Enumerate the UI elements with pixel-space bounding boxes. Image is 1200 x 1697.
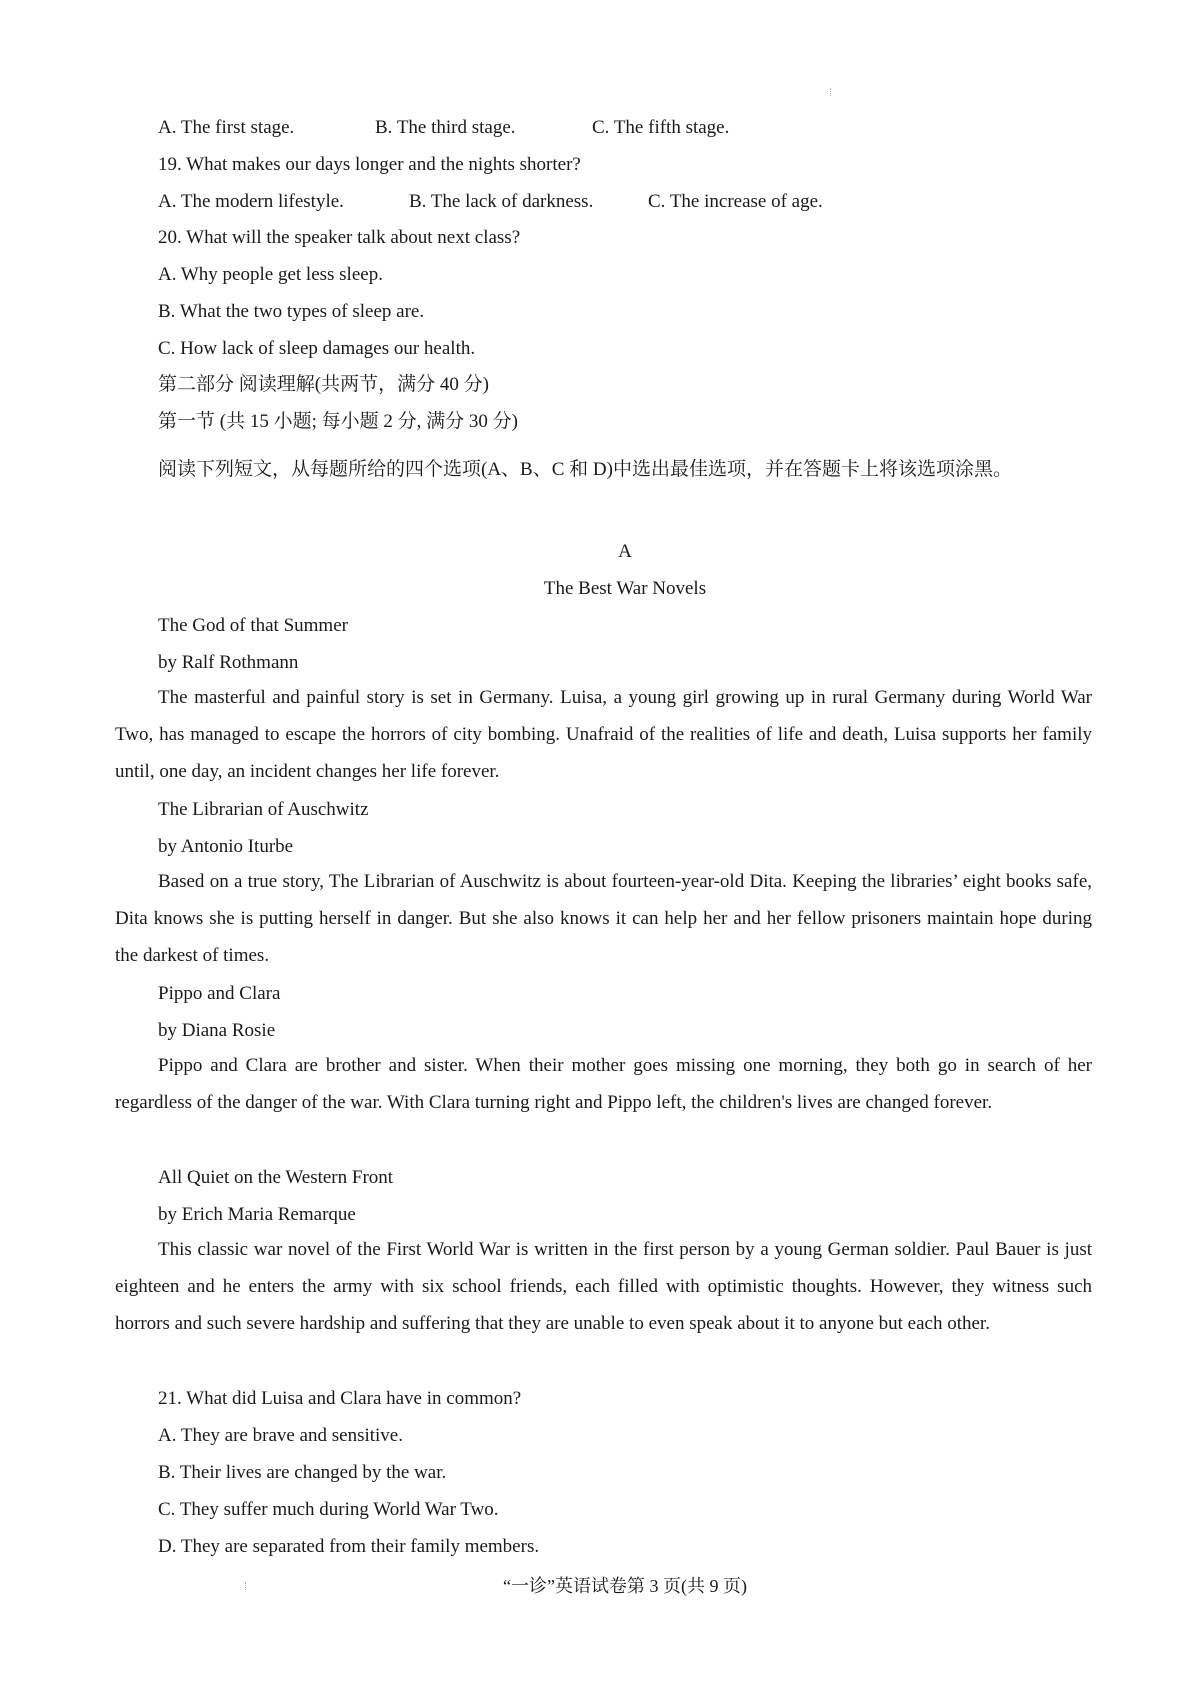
q19-option-c: C. The increase of age.	[648, 191, 823, 212]
page-footer: “一诊”英语试卷第 3 页(共 9 页)	[503, 1576, 747, 1596]
q21-option-c: C. They suffer much during World War Two.	[158, 1499, 499, 1520]
q18-option-c: C. The fifth stage.	[592, 117, 730, 138]
q21-option-a: A. They are brave and sensitive.	[158, 1425, 403, 1446]
book-author: by Erich Maria Remarque	[158, 1204, 356, 1225]
part2-heading: 第二部分 阅读理解(共两节，满分 40 分)	[158, 374, 489, 395]
q19-option-b: B. The lack of darkness.	[409, 191, 594, 212]
q20-question: 20. What will the speaker talk about next class?	[158, 227, 521, 248]
passage-title: The Best War Novels	[543, 578, 707, 599]
book-author: by Ralf Rothmann	[158, 652, 299, 673]
q18-option-b: B. The third stage.	[375, 117, 516, 138]
book-title: The Librarian of Auschwitz	[158, 799, 369, 820]
q21-option-b: B. Their lives are changed by the war.	[158, 1462, 447, 1483]
book-description: Based on a true story, The Librarian of Auschwitz is about fourteen-year-old Dita. Keeping the libraries’ eight books safe, Dita knows she is putting herself in danger. But she also knows it can help her and her fellow prisoners maintain hope during the darkest of times.	[115, 871, 1092, 966]
passage-letter: A	[618, 541, 632, 562]
q19-option-a: A. The modern lifestyle.	[158, 191, 344, 212]
book-title: Pippo and Clara	[158, 983, 281, 1004]
q21-option-d: D. They are separated from their family members.	[158, 1536, 540, 1557]
book-author: by Antonio Iturbe	[158, 836, 294, 857]
q20-option-c: C. How lack of sleep damages our health.	[158, 338, 476, 359]
book-description: This classic war novel of the First World War is written in the first person by a young German soldier. Paul Bauer is just eighteen and he enters the army with six school friends, each filled with optimistic thoughts. However, they witness such horrors and such severe hardship and suffering that they are unable to even speak about it to anyone but each other.	[115, 1239, 1092, 1334]
q19-question: 19. What makes our days longer and the nights shorter?	[158, 154, 581, 175]
book-title: The God of that Summer	[158, 615, 348, 636]
q20-option-b: B. What the two types of sleep are.	[158, 301, 425, 322]
q21-question: 21. What did Luisa and Clara have in common?	[158, 1388, 522, 1409]
section1-heading: 第一节 (共 15 小题; 每小题 2 分, 满分 30 分)	[158, 411, 518, 432]
book-author: by Diana Rosie	[158, 1020, 276, 1041]
instruction-paragraph: 阅读下列短文，从每题所给的四个选项(A、B、C 和 D)中选出最佳选项，并在答题卡上将该选项涂黑。	[158, 459, 1012, 480]
q18-option-a: A. The first stage.	[158, 117, 295, 138]
q20-option-a: A. Why people get less sleep.	[158, 264, 383, 285]
book-title: All Quiet on the Western Front	[158, 1167, 394, 1188]
book-description: Pippo and Clara are brother and sister. When their mother goes missing one morning, they both go in search of her regardless of the danger of the war. With Clara turning right and Pippo left, the children's lives are changed forever.	[115, 1055, 1092, 1113]
scan-speck	[830, 88, 832, 96]
book-description: The masterful and painful story is set in Germany. Luisa, a young girl growing up in rural Germany during World War Two, has managed to escape the horrors of city bombing. Unafraid of the realities of life and death, Luisa supports her family until, one day, an incident changes her life forever.	[115, 687, 1092, 782]
